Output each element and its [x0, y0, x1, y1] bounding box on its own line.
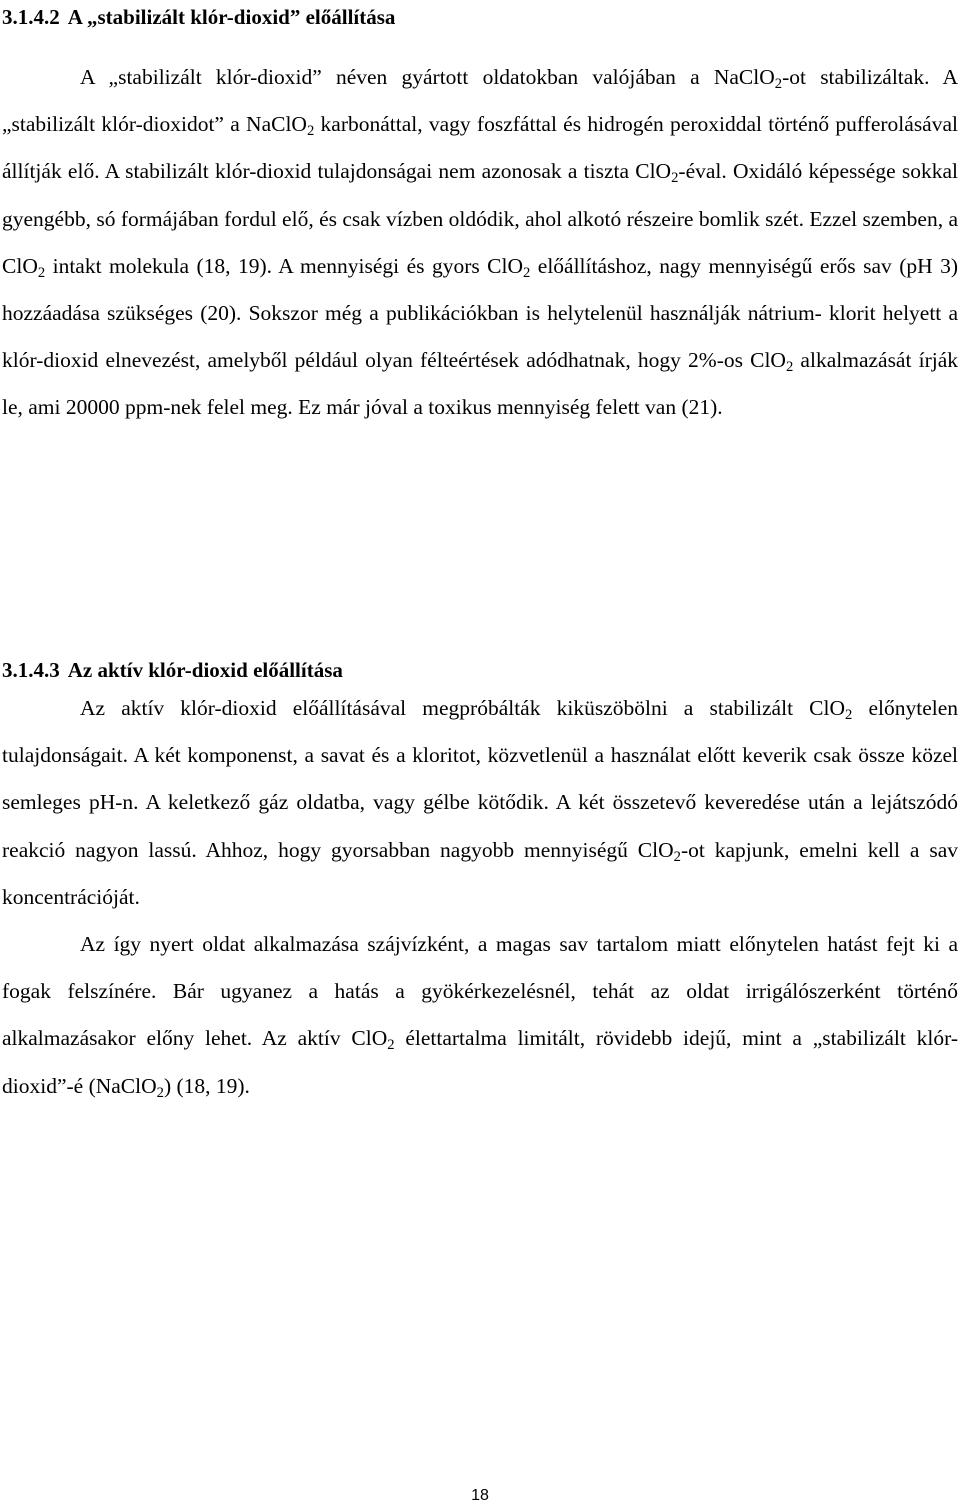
text-run: Az így nyert oldat alkalmazása szájvízként, a magas sav tartalom miatt előnytelen hatást fejt ki a fogak felszínére. Bár ugyanez a hatás a gyökérkezelésnél, tehát az oldat irrigálószerként történő alkalmazásakor előny lehet. Az aktív ClO [2, 932, 958, 1051]
text-run: előállításhoz, nagy mennyiségű erős sav (pH 3) hozzáadása szükséges (20). Sokszor még a publikációkban is helytelenül használják nátrium- klorit helyett a klór-dioxid elnevezést, amelyből például olyan félteértések adódhatnak, hogy 2%-os ClO [2, 253, 958, 373]
text-run: előnytelen tulajdonságait. A két komponenst, a savat és a kloritot, közvetlenül a használat előtt keverik csak össze közel semleges pH-n. A keletkező gáz oldatba, vagy gélbe kötődik. A két összetevő keveredése után a lejátszódó reakció nagyon lassú. Ahhoz, hogy gyorsabban nagyobb mennyiségű ClO [2, 696, 958, 862]
text-run: alkalmazását írják le, ami 20000 ppm-nek felel meg. Ez már jóval a toxikus mennyiség felett van (21). [2, 348, 959, 420]
section-number: 3.1.4.3 [2, 658, 60, 682]
text-run: -éval. Oxidáló képessége sokkal gyengébb, só formájában fordul elő, és csak vízben oldódik, ahol alkotó részeire bomlik szét. Ezzel szemben, a ClO [2, 159, 958, 278]
section-heading-3-1-4-2 [2, 2, 395, 32]
subscript: 2 [774, 76, 783, 93]
text-run: élettartalma limitált, rövidebb idejű, mint a „stabilizált klór-dioxid”-é (NaClO [2, 1026, 958, 1098]
section-body-active [2, 685, 958, 1110]
section-title: Az aktív klór-dioxid előállítása [67, 658, 343, 682]
text-run: A „stabilizált klór-dioxid” néven gyártott oldatokban valójában a NaClO [80, 65, 775, 89]
page-number: 18 [471, 1487, 489, 1504]
section-number: 3.1.4.2 [2, 5, 60, 29]
subscript: 2 [37, 264, 46, 281]
text-run: ) (18, 19). [163, 1073, 250, 1098]
paragraph [2, 921, 958, 1110]
text-run: Az aktív klór-dioxid előállításával megpróbálták kiküszöbölni a stabilizált ClO [80, 696, 846, 720]
text-run: -ot kapjunk, emelni kell a sav koncentrációját. [2, 837, 958, 909]
subscript: 2 [156, 1084, 164, 1101]
section-body-stabilized [2, 54, 958, 432]
paragraph [2, 685, 958, 921]
subscript: 2 [673, 848, 681, 865]
subscript: 2 [387, 1037, 395, 1054]
subscript: 2 [306, 123, 315, 140]
subscript: 2 [523, 264, 531, 281]
text-run: karbonáttal, vagy foszfáttal és hidrogén peroxiddal történő pufferolásával állítják elő. A stabilizált klór-dioxid tulajdonságai nem azonosak a tiszta ClO [2, 112, 958, 184]
paragraph [2, 54, 958, 432]
subscript: 2 [671, 170, 679, 187]
section-title: A „stabilizált klór-dioxid” előállítása [67, 5, 396, 29]
subscript: 2 [845, 707, 853, 724]
subscript: 2 [785, 359, 794, 376]
text-run: intakt molekula (18, 19). A mennyiségi és gyors ClO [45, 253, 524, 278]
text-run: -ot stabilizáltak. A „stabilizált klór-dioxidot” a NaClO [2, 65, 958, 137]
section-heading-3-1-4-3 [2, 655, 343, 685]
